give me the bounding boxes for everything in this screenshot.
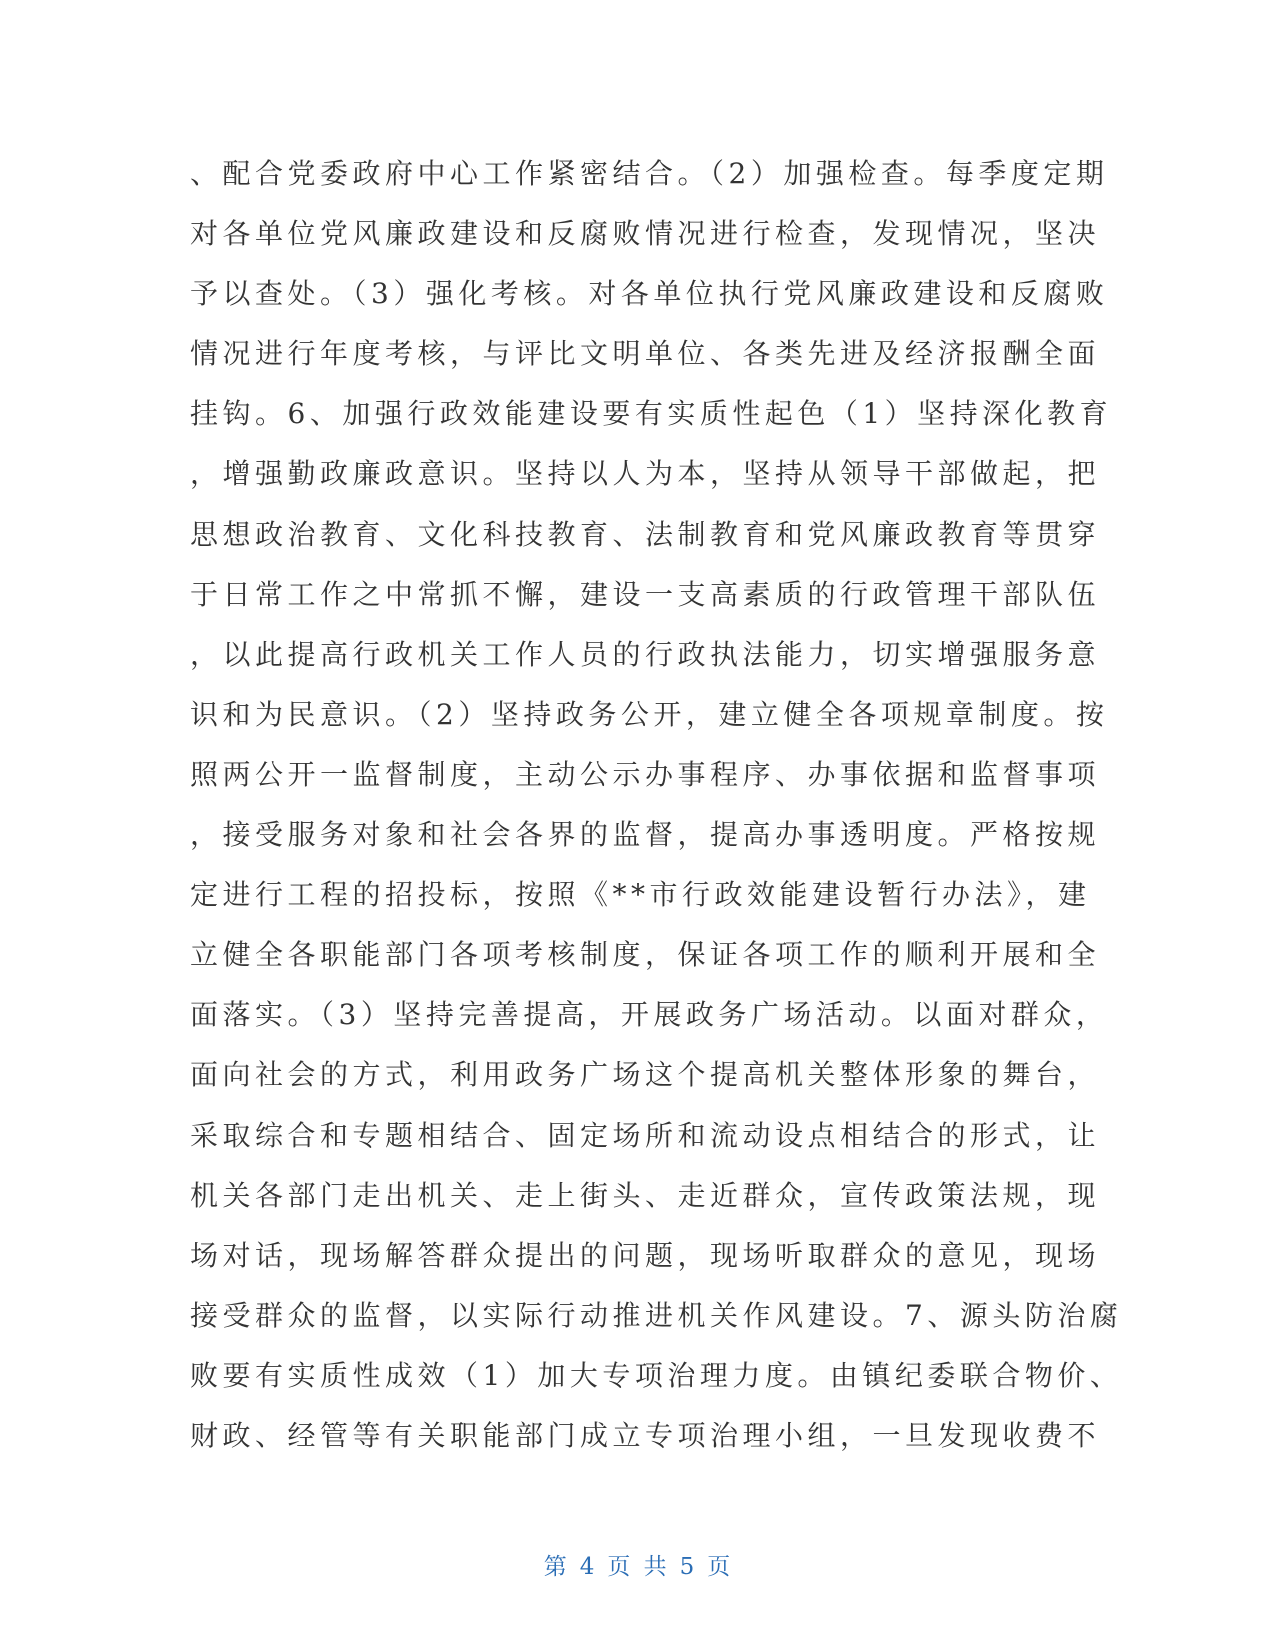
text-line: ，增强勤政廉政意识。坚持以人为本，坚持从领导干部做起，把: [190, 457, 1101, 491]
text-line: 情况进行年度考核，与评比文明单位、各类先进及经济报酬全面: [190, 337, 1101, 371]
page-footer: [0, 1548, 1275, 1581]
total-page-number: 5: [679, 1554, 696, 1580]
text-line: 挂钩。6、加强行政效能建设要有实质性起色（1）坚持深化教育: [190, 397, 1113, 431]
footer-mid: 页 共: [607, 1554, 668, 1580]
text-line: 于日常工作之中常抓不懈，建设一支高素质的行政管理干部队伍: [190, 577, 1101, 611]
text-line: 财政、经管等有关职能部门成立专项治理小组，一旦发现收费不: [190, 1418, 1101, 1452]
text-line: 予以查处。（3）强化考核。对各单位执行党风廉政建设和反腐败: [190, 277, 1109, 311]
text-line: 面落实。（3）坚持完善提高，开展政务广场活动。以面对群众，: [190, 998, 1109, 1032]
text-line: 思想政治教育、文化科技教育、法制教育和党风廉政教育等贯穿: [190, 517, 1101, 551]
text-line: 败要有实质性成效（1）加大专项治理力度。由镇纪委联合物价、: [190, 1358, 1123, 1392]
text-line: 面向社会的方式，利用政务广场这个提高机关整体形象的舞台，: [190, 1058, 1101, 1092]
footer-suffix: 页: [707, 1554, 732, 1580]
text-line: 机关各部门走出机关、走上街头、走近群众，宣传政策法规，现: [190, 1178, 1101, 1212]
text-line: 识和为民意识。（2）坚持政务公开，建立健全各项规章制度。按: [190, 697, 1109, 731]
text-line: ，接受服务对象和社会各界的监督，提高办事透明度。严格按规: [190, 818, 1101, 852]
text-line: ，以此提高行政机关工作人员的行政执法能力，切实增强服务意: [190, 637, 1101, 671]
text-line: 定进行工程的招投标，按照《**市行政效能建设暂行办法》，建: [190, 878, 1091, 912]
text-line: 场对话，现场解答群众提出的问题，现场听取群众的意见，现场: [190, 1238, 1101, 1272]
text-line: 接受群众的监督，以实际行动推进机关作风建设。7、源头防治腐: [190, 1298, 1123, 1332]
body-text: [190, 144, 1123, 1466]
text-line: 立健全各职能部门各项考核制度，保证各项工作的顺利开展和全: [190, 938, 1101, 972]
text-line: 照两公开一监督制度，主动公示办事程序、办事依据和监督事项: [190, 757, 1101, 791]
text-line: 、配合党委政府中心工作紧密结合。（2）加强检查。每季度定期: [190, 157, 1109, 190]
text-line: 采取综合和专题相结合、固定场所和流动设点相结合的形式，让: [190, 1118, 1101, 1152]
current-page-number: 4: [579, 1554, 596, 1580]
text-line: 对各单位党风廉政建设和反腐败情况进行检查，发现情况，坚决: [190, 217, 1101, 251]
footer-prefix: 第: [543, 1554, 568, 1580]
